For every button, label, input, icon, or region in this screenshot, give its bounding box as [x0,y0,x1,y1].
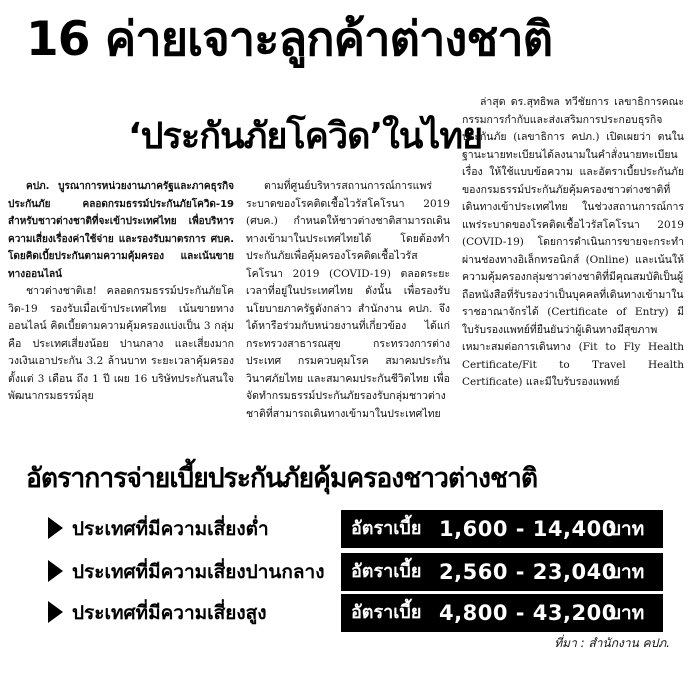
rate-row-low-risk [48,510,668,548]
article-column-1 [8,178,234,440]
body-paragraph: ตามที่ศูนย์บริหารสถานการณ์การแพร่ระบาดของโรคติดเชื้อไวรัสโคโรนา 2019 (ศบค.) กำหนดให้ชาวต่างชาติสามารถเดินทางเข้ามาในประเทศไทยได้ โดยต้องทำประกันภัยเพื่อคุ้มครองโรคติดเชื้อไวรัสโคโรนา 2019 (COVID-19) ตลอดระยะเวลาที่อยู่ในประเทศไทย ดังนั้น เพื่อรองรับนโยบายภาครัฐดังกล่าว สำนักงาน คปภ. จึงได้หารือร่วมกับหน่วยงานที่เกี่ยวข้อง ได้แก่ กระทรวงสาธารณสุข กระทรวงการต่างประเทศ กรมควบคุมโรค สมาคมประกันวินาศภัยไทย และสมาคมประกันชีวิตไทย เพื่อจัดทำกรมธรรม์ประกันภัยรองรับกลุ่มชาวต่างชาติที่สามารถเดินทางเข้ามาในประเทศไทย [246,180,450,420]
risk-group-label: ประเทศที่มีความเสี่ยงสูง [72,602,267,624]
rate-label: อัตราเบี้ย [351,602,422,623]
rate-range: 2,560 - 23,040 [439,560,617,584]
rates-title: อัตราการจ่ายเบี้ยประกันภัยคุ้มครองชาวต่างชาติ [26,463,538,494]
rate-row-medium-risk [48,553,668,591]
rate-box [341,594,663,632]
rate-range: 4,800 - 43,200 [439,601,617,625]
body-paragraph: ล่าสุด ดร.สุทธิพล ทวีชัยการ เลขาธิการคณะกรรมการกำกับและส่งเสริมการประกอบธุรกิจประกันภัย (เลขาธิการ คปภ.) เปิดเผยว่า ตนในฐานะนายทะเบียนได้ลงนามในคำสั่งนายทะเบียน เรื่อง ให้ใช้แบบข้อความ และอัตราเบี้ยประกันภัยของกรมธรรม์ประกันภัยคุ้มครองชาวต่างชาติที่เดินทางเข้าประเทศไทย ในช่วงสถานการณ์การแพร่ระบาดของโรคติดเชื้อไวรัสโคโรนา 2019 (COVID-19) โดยการดำเนินการขายจะกระทำผ่านช่องทางอิเล็กทรอนิกส์ (Online) และเน้นให้ความคุ้มครองกลุ่มชาวต่างชาติที่มีคุณสมบัติเป็นผู้ถือหนังสือที่รับรองว่าเป็นบุคคลที่เดินทางเข้ามาในราชอาณาจักรได้ (Certificate of Entry) มีใบรับรองแพทย์ที่ยืนยันว่าผู้เดินทางมีสุขภาพเหมาะสมต่อการเดินทาง (Fit to Fly Health Certificate/Fit to Travel Health Certificate) และมีใบรับรองแพทย์ [462,96,684,388]
rate-label: อัตราเบี้ย [351,518,422,539]
triangle-bullet-icon [48,560,63,582]
risk-group-label: ประเทศที่มีความเสี่ยงปานกลาง [72,561,325,583]
rate-label: อัตราเบี้ย [351,561,422,582]
triangle-bullet-icon [48,517,63,539]
subheadline: ‘ประกันภัยโควิด’ในไทย [128,116,483,157]
rate-unit: บาท [609,602,645,624]
source-credit: ที่มา : สำนักงาน คปภ. [554,636,670,650]
article-column-3 [462,94,684,440]
article-column-2 [246,178,450,440]
lead-paragraph: คปภ. บูรณาการหน่วยงานภาครัฐและภาคธุรกิจประกันภัย คลอดกรมธรรม์ประกันภัยโควิด-19 สำหรับชาวต่างชาติที่จะเข้าประเทศไทย เพื่อบริหารความเสี่ยงเรื่องค่าใช้จ่าย และรองรับมาตรการ ศบค. โดยคิดเบี้ยประกันตามความคุ้มครอง และเน้นขายทางออนไลน์ [8,181,234,280]
rate-row-high-risk [48,594,668,632]
rate-unit: บาท [609,518,645,540]
body-paragraph: ชาวต่างชาติเฮ! คลอดกรมธรรม์ประกันภัยโควิด-19 รองรับเมื่อเข้าประเทศไทย เน้นขายทางออนไลน์ คิดเบี้ยตามความคุ้มครองแบ่งเป็น 3 กลุ่ม คือ ประเทศเสี่ยงน้อย ปานกลาง และเสี่ยงมาก วงเงินเอาประกัน 3.2 ล้านบาท ระยะเวลาคุ้มครองตั้งแต่ 3 เดือน ถึง 1 ปี เผย 16 บริษัทประกันสนใจพัฒนากรมธรรม์ลุย [8,285,234,402]
triangle-bullet-icon [48,601,63,623]
headline: 16 ค่ายเจาะลูกค้าต่างชาติ [26,12,553,67]
rate-box [341,510,663,548]
rate-range: 1,600 - 14,400 [439,517,617,541]
rate-unit: บาท [609,561,645,583]
rate-box [341,553,663,591]
risk-group-label: ประเทศที่มีความเสี่ยงต่ำ [72,518,269,540]
